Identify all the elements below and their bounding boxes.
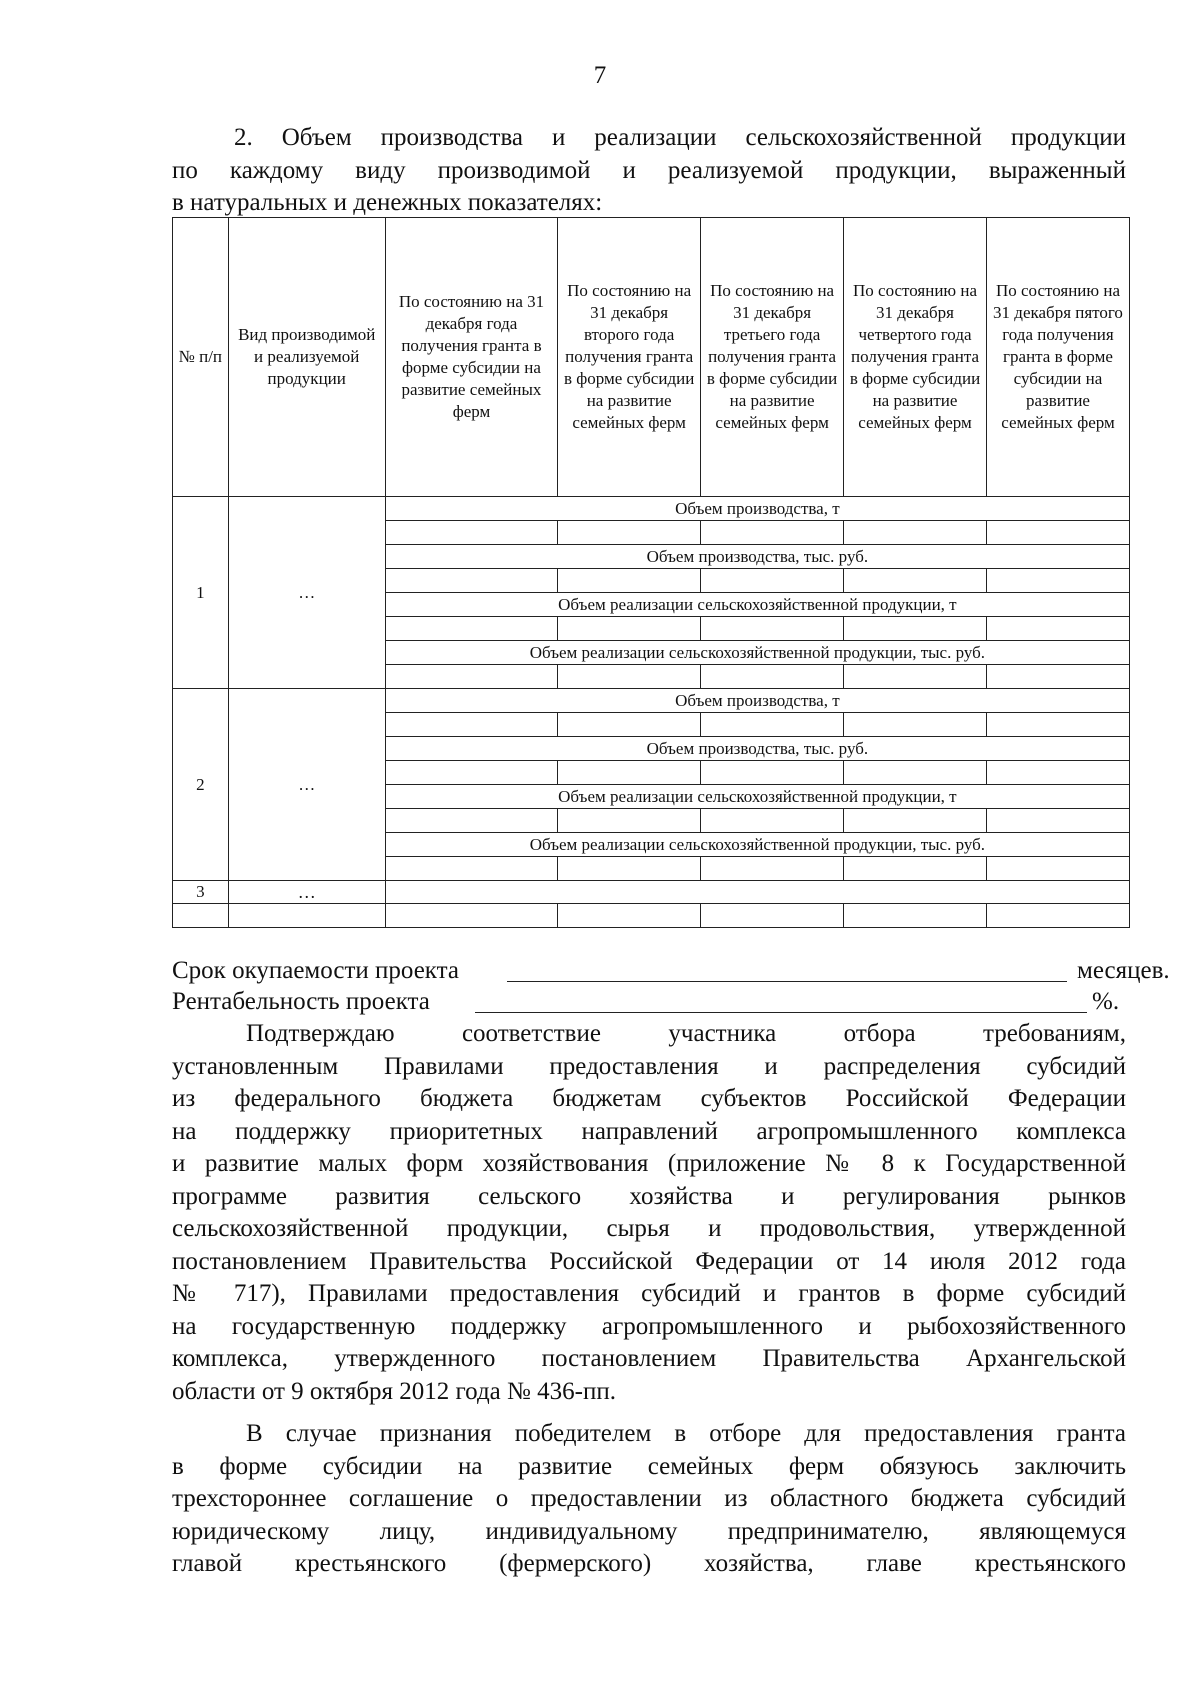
section-label: Объем реализации сельскохозяйственной продукции, т bbox=[385, 593, 1129, 617]
payback-label: Срок окупаемости проекта bbox=[172, 957, 459, 984]
value-cell[interactable] bbox=[228, 904, 385, 928]
body-line: на поддержку приоритетных направлений агропромышленного комплекса bbox=[172, 1117, 1126, 1145]
obligation-paragraph bbox=[172, 1418, 1126, 1581]
section-label: Объем реализации сельскохозяйственной продукции, т bbox=[385, 785, 1129, 809]
item-number: 1 bbox=[173, 497, 229, 689]
section-label-row bbox=[173, 497, 1130, 521]
value-cell[interactable] bbox=[558, 809, 701, 833]
value-cell[interactable] bbox=[986, 617, 1129, 641]
section-label: Объем производства, тыс. руб. bbox=[385, 545, 1129, 569]
intro-line: 2. Объем производства и реализации сельскохозяйственной продукции bbox=[234, 124, 1126, 151]
item-number: 2 bbox=[173, 689, 229, 881]
value-cell[interactable] bbox=[701, 904, 844, 928]
body-line: сельскохозяйственной продукции, сырья и продовольствия, утвержденной bbox=[172, 1215, 1126, 1242]
item-name: … bbox=[228, 689, 385, 881]
value-cell[interactable] bbox=[385, 569, 557, 593]
value-cell[interactable] bbox=[701, 665, 844, 689]
header-year-3: По состоянию на 31 декабря третьего года получения гранта в форме субсидии на развитие семейных ферм bbox=[701, 218, 844, 497]
header-number: № п/п bbox=[173, 218, 229, 497]
table-header-row bbox=[173, 218, 1130, 497]
intro-line: по каждому виду производимой и реализуемой продукции, выраженный bbox=[172, 156, 1126, 184]
confirmation-paragraph bbox=[172, 1018, 1126, 1408]
value-cell[interactable] bbox=[385, 761, 557, 785]
value-cell[interactable] bbox=[986, 857, 1129, 881]
payback-unit: месяцев. bbox=[1077, 957, 1170, 984]
production-table bbox=[172, 217, 1130, 928]
value-cell[interactable] bbox=[844, 521, 987, 545]
value-cell[interactable] bbox=[844, 904, 987, 928]
value-cell[interactable] bbox=[844, 569, 987, 593]
body-line: программе развития сельского хозяйства и регулирования рынков bbox=[172, 1182, 1126, 1210]
value-cell[interactable] bbox=[558, 569, 701, 593]
value-cell[interactable] bbox=[558, 904, 701, 928]
value-cell[interactable] bbox=[558, 665, 701, 689]
body-line: трехстороннее соглашение о предоставлении из областного бюджета субсидий bbox=[172, 1485, 1126, 1512]
value-cell[interactable] bbox=[844, 857, 987, 881]
value-cell[interactable] bbox=[986, 521, 1129, 545]
item-name: … bbox=[228, 497, 385, 689]
value-cell[interactable] bbox=[844, 665, 987, 689]
value-cell[interactable] bbox=[844, 617, 987, 641]
intro-paragraph bbox=[172, 122, 1126, 220]
value-cell[interactable] bbox=[844, 761, 987, 785]
section-label: Объем производства, т bbox=[385, 689, 1129, 713]
value-cell[interactable] bbox=[385, 665, 557, 689]
section-label: Объем производства, т bbox=[385, 497, 1129, 521]
page-number: 7 bbox=[593, 62, 607, 89]
header-year-1: По состоянию на 31 декабря года получения гранта в форме субсидии на развитие семейных ферм bbox=[385, 218, 557, 497]
value-cell[interactable] bbox=[986, 904, 1129, 928]
body-line: главой крестьянского (фермерского) хозяйства, главе крестьянского bbox=[172, 1550, 1126, 1577]
item-number: 3 bbox=[173, 881, 229, 904]
value-cell[interactable] bbox=[558, 617, 701, 641]
value-cell[interactable] bbox=[385, 904, 557, 928]
value-cell[interactable] bbox=[385, 881, 1129, 904]
item-row bbox=[173, 881, 1130, 904]
profitability-unit: %. bbox=[1092, 988, 1120, 1015]
body-line: и развитие малых форм хозяйствования (приложение № 8 к Государственной bbox=[172, 1150, 1126, 1177]
header-product-type: Вид производимой и реализуемой продукции bbox=[228, 218, 385, 497]
value-cell[interactable] bbox=[701, 857, 844, 881]
value-cell[interactable] bbox=[385, 809, 557, 833]
value-cell[interactable] bbox=[558, 713, 701, 737]
item-name: … bbox=[228, 881, 385, 904]
value-cell[interactable] bbox=[701, 713, 844, 737]
body-line: установленным Правилами предоставления и распределения субсидий bbox=[172, 1052, 1126, 1080]
body-line: юридическому лицу, индивидуальному предпринимателю, являющемуся bbox=[172, 1517, 1126, 1545]
body-line: из федерального бюджета бюджетам субъектов Российской Федерации bbox=[172, 1085, 1126, 1112]
section-label-row bbox=[173, 689, 1130, 713]
payback-input-line[interactable] bbox=[507, 981, 1067, 982]
value-cell[interactable] bbox=[986, 665, 1129, 689]
section-label: Объем реализации сельскохозяйственной продукции, тыс. руб. bbox=[385, 833, 1129, 857]
value-cell[interactable] bbox=[701, 761, 844, 785]
value-cell[interactable] bbox=[986, 713, 1129, 737]
value-cell[interactable] bbox=[986, 569, 1129, 593]
body-line: в форме субсидии на развитие семейных ферм обязуюсь заключить bbox=[172, 1452, 1126, 1480]
section-label: Объем реализации сельскохозяйственной продукции, тыс. руб. bbox=[385, 641, 1129, 665]
intro-line: в натуральных и денежных показателях: bbox=[172, 189, 603, 216]
body-line: Подтверждаю соответствие участника отбора требованиям, bbox=[246, 1020, 1126, 1047]
value-cell[interactable] bbox=[385, 617, 557, 641]
value-cell[interactable] bbox=[844, 809, 987, 833]
value-cell[interactable] bbox=[558, 761, 701, 785]
value-cell[interactable] bbox=[986, 809, 1129, 833]
value-cell[interactable] bbox=[385, 857, 557, 881]
body-line: на государственную поддержку агропромышленного и рыбохозяйственного bbox=[172, 1312, 1126, 1340]
value-cell[interactable] bbox=[385, 521, 557, 545]
header-year-2: По состоянию на 31 декабря второго года получения гранта в форме субсидии на развитие семейных ферм bbox=[558, 218, 701, 497]
value-cell[interactable] bbox=[385, 713, 557, 737]
value-cell[interactable] bbox=[701, 569, 844, 593]
body-line: постановлением Правительства Российской Федерации от 14 июля 2012 года bbox=[172, 1247, 1126, 1275]
header-year-5: По состоянию на 31 декабря пятого года получения гранта в форме субсидии на развитие семейных ферм bbox=[986, 218, 1129, 497]
profitability-input-line[interactable] bbox=[475, 1012, 1087, 1013]
body-line: В случае признания победителем в отборе для предоставления гранта bbox=[246, 1420, 1126, 1447]
value-cell[interactable] bbox=[844, 713, 987, 737]
body-line: № 717), Правилами предоставления субсидий и грантов в форме субсидий bbox=[172, 1280, 1126, 1307]
header-year-4: По состоянию на 31 декабря четвертого года получения гранта в форме субсидии на развитие семейных ферм bbox=[844, 218, 987, 497]
value-cell[interactable] bbox=[701, 809, 844, 833]
value-cell[interactable] bbox=[558, 857, 701, 881]
section-label: Объем производства, тыс. руб. bbox=[385, 737, 1129, 761]
value-cell[interactable] bbox=[173, 904, 229, 928]
value-row bbox=[173, 904, 1130, 928]
body-line: области от 9 октября 2012 года № 436-пп. bbox=[172, 1377, 616, 1405]
value-cell[interactable] bbox=[701, 521, 844, 545]
profitability-label: Рентабельность проекта bbox=[172, 988, 430, 1015]
value-cell[interactable] bbox=[558, 521, 701, 545]
value-cell[interactable] bbox=[986, 761, 1129, 785]
value-cell[interactable] bbox=[701, 617, 844, 641]
body-line: комплекса, утвержденного постановлением Правительства Архангельской bbox=[172, 1345, 1126, 1372]
